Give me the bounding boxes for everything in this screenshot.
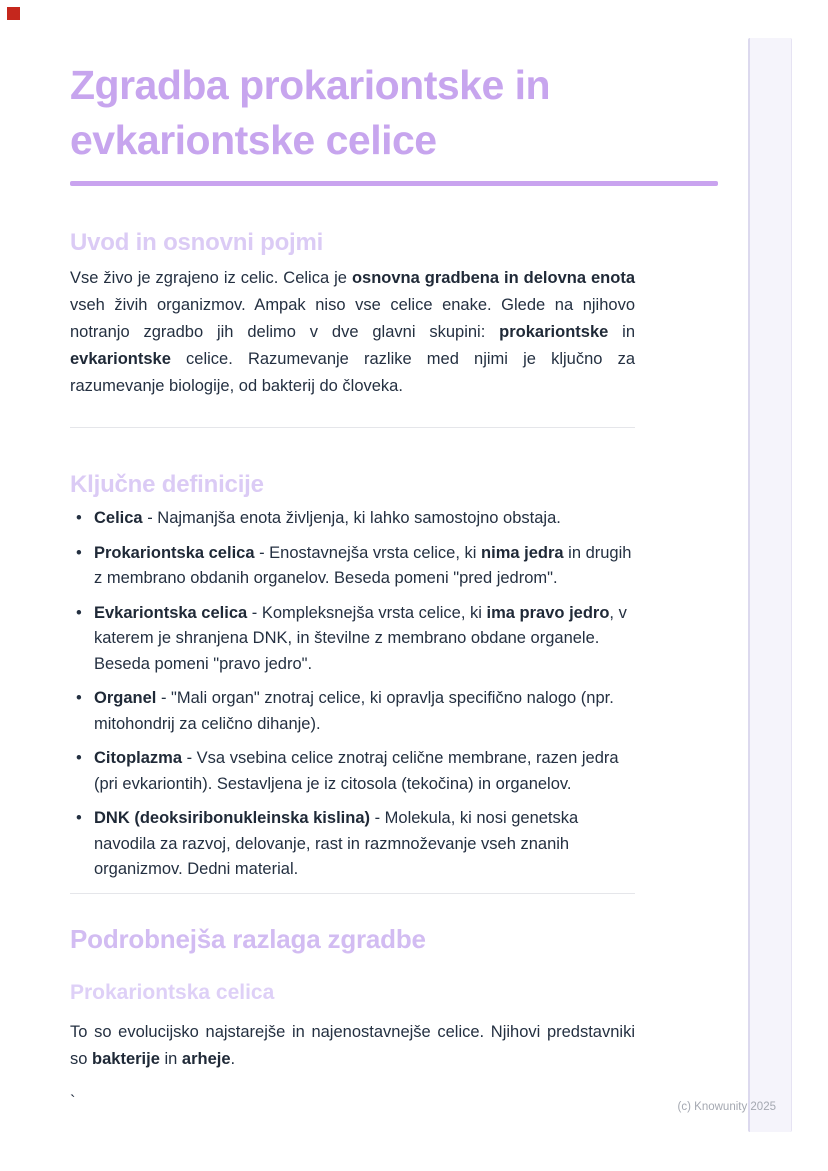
red-square-marker (7, 7, 20, 20)
bold-text: Celica (94, 509, 143, 528)
bold-text: arheje (181, 1050, 231, 1068)
bold-text: Evkariontska celica (94, 603, 248, 622)
text-run: celice. Razumevanje razlike med njimi je ključno za razumevanje biologije, od bakterij do človeka. (70, 350, 635, 396)
section-divider (70, 427, 635, 428)
stray-backtick: ` (70, 1093, 76, 1111)
text-run: - Kompleksnejša vrsta celice, ki (247, 603, 487, 622)
intro-heading: Uvod in osnovni pojmi (70, 229, 324, 257)
text-run: To so evolucijsko najstarejše in najenostavnejše celice. Njihovi predstavniki so (70, 1023, 635, 1068)
bold-text: DNK (deoksiribonukleinska kislina) (94, 809, 370, 828)
page-title: Zgradba prokariontske in evkariontske celice (70, 62, 551, 163)
text-run: - Najmanjša enota življenja, ki lahko samostojno obstaja. (142, 509, 561, 528)
text-run: - Molekula, ki nosi genetska navodila za razvoj, delovanje, rast in razmnoževanje vseh znanih organizmov. Dedni material. (94, 809, 579, 879)
definition-item (70, 506, 635, 532)
text-run: vseh živih organizmov. Ampak niso vse celice enake. Glede na njihovo notranjo zgradbo jih delimo v dve glavni skupini: (70, 296, 635, 342)
bold-text: Organel (94, 689, 157, 708)
text-run: - Enostavnejša vrsta celice, ki (254, 543, 482, 562)
definitions-heading: Ključne definicije (70, 471, 264, 499)
title-rule (70, 181, 718, 186)
bold-text: prokariontske (499, 323, 609, 342)
section-divider (70, 893, 635, 894)
bold-text: ima pravo jedro (486, 603, 610, 622)
text-run: . (230, 1050, 236, 1068)
prokaryote-paragraph (70, 1019, 635, 1073)
bold-text: osnovna gradbena in delovna enota (351, 269, 635, 288)
text-run: - "Mali organ" znotraj celice, ki opravlja specifično nalogo (npr. mitohondrij za celično dihanje). (94, 689, 614, 733)
footer-credit: (c) Knowunity 2025 (677, 1101, 776, 1113)
definition-item (70, 746, 635, 797)
text-run: in (608, 323, 635, 342)
bold-text: nima jedra (481, 543, 564, 562)
prokaryote-subheading: Prokariontska celica (70, 980, 275, 1004)
text-run: , v katerem je shranjena DNK, in številne z membrano obdane organele. Beseda pomeni "pravo jedro". (94, 603, 627, 673)
page-edge-strip (748, 38, 792, 1132)
bold-text: bakterije (92, 1050, 160, 1068)
definition-item (70, 601, 635, 678)
text-run: in (159, 1050, 182, 1068)
bold-text: evkariontske (70, 350, 171, 369)
definitions-list (70, 506, 635, 883)
text-run: Vse živo je zgrajeno iz celic. Celica je (70, 269, 352, 288)
section-details (70, 923, 718, 1073)
definition-item (70, 541, 635, 592)
definition-item (70, 686, 635, 737)
text-run: in drugih z membrano obdanih organelov. Beseda pomeni "pred jedrom". (94, 543, 632, 588)
bold-text: Prokariontska celica (94, 543, 255, 562)
intro-paragraph (70, 265, 635, 400)
section-intro (70, 227, 718, 400)
definition-item (70, 806, 635, 883)
text-run: - Vsa vsebina celice znotraj celične membrane, razen jedra (pri evkariontih). Sestavljena je iz citosola (tekočina) in organelov. (94, 749, 619, 793)
bold-text: Citoplazma (94, 749, 183, 768)
section-definitions (70, 469, 718, 883)
document-content (70, 0, 718, 1116)
details-heading: Podrobnejša razlaga zgradbe (70, 923, 426, 954)
